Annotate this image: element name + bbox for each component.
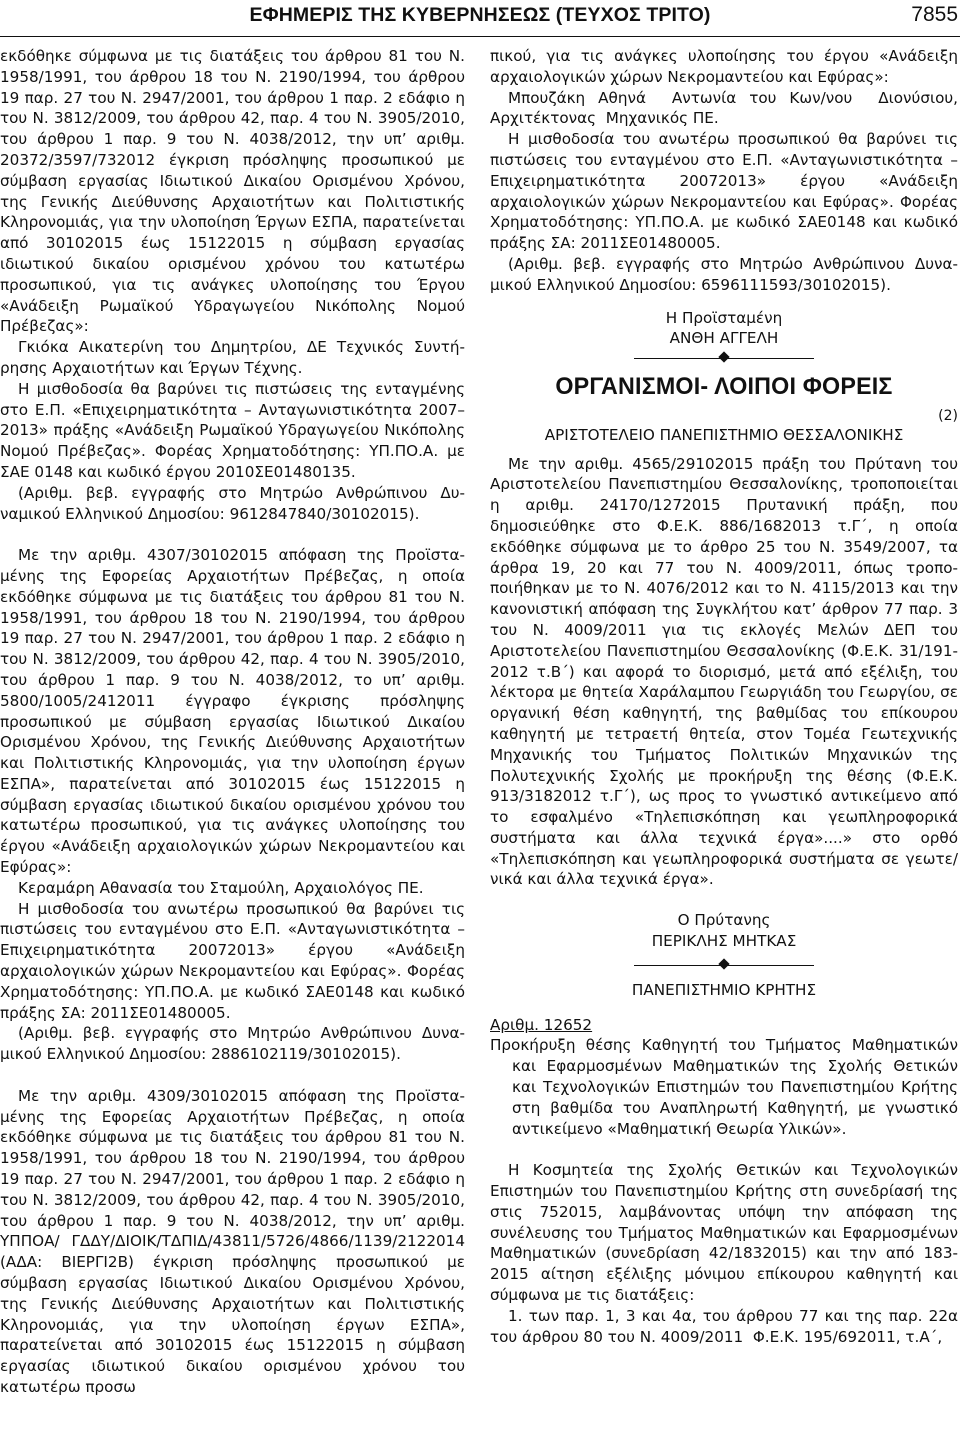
paragraph: Η μισθοδοσία του ανωτέρω προσωπικού θα βαρύνει τις πιστώσεις του ενταγμένου στο Ε.Π. «Ανταγωνιστικότητα – Επιχειρηματικότητα 20072013» έργου «Ανάδειξη αρχαιολογικών χώρων Νεκρομαντείου και Εφύρας». Φορέας Χρηματοδότησης: ΥΠ.ΠΟ.Α. με κωδικό ΣΑΕ0148 και κωδικό πράξης ΣΑ: 2011ΣΕ01480005. <box>490 130 958 253</box>
item-number: (2) <box>938 407 958 424</box>
paragraph: Με την αριθμ. 4309/30102015 απόφαση της Προϊσταμένης της Εφορείας Αρχαιοτήτων Πρέβεζας, η οποία εκδόθηκε σύμφωνα με τις διατάξεις του άρθρου 81 του Ν. 1958/1991, του άρθρου 18 του Ν. 2190/1994, του άρθρου 19 παρ. 27 του Ν. 2947/2001, του άρθρου 1 παρ. 2 εδάφιο η του Ν. 3812/2009, του άρθρου 42, παρ. 4 του Ν. 3905/2010, του άρθρου 1 παρ. 9 του Ν. 4038/2012, την υπ’ αριθμ. ΥΠΠΟΑ/ ΓΔΔΥ/ΔΙΟΙΚ/ΤΔΠΙΔ/43811/5726/4866/1139/2122014 (ΑΔΑ: ΒΙΕΡΓΙ2Β) έγκριση πρόσληψης προσωπικού με σύμβαση εργασίας Ιδιωτικού Δικαίου Ορισμένου Χρόνου, της Γενικής Διεύθυνσης Αρχαιοτήτων και Πολιτιστικής Κληρονομιάς, για την υλοποίηση έργων ΕΣΠΑ», παρατείνεται από 30102015 έως 15122015 η σύμβαση εργασίας ιδιωτικού δικαίου ορισμένου χρόνου του κατωτέρω προσω <box>0 1086 465 1396</box>
paragraph: (Αριθμ. βεβ. εγγραφής στο Μητρώο Ανθρώπινου Δυναμικού Ελληνικού Δημοσίου: 9612847840/30102015). <box>0 483 465 523</box>
gazette-title: ΕΦΗΜΕΡΙΣ ΤΗΣ ΚΥΒΕΡΝΗΣΕΩΣ (ΤΕΥΧΟΣ ΤΡΙΤΟ) <box>249 4 711 26</box>
paragraph: Η μισθοδοσία θα βαρύνει τις πιστώσεις της ενταγμένης στο Ε.Π. «Επιχειρηματικότητα – Ανταγωνιστικότητα 2007–2013» πράξης «Ανάδειξη Ρωμαϊκού Υδραγωγείου Νικόπολης Νομού Πρέβεζας». Φορέας Χρηματοδότησης: ΥΠ.ΠΟ.Α. με ΣΑΕ 0148 και κωδικό έργου 2010ΣΕ01480135. <box>0 379 465 481</box>
paragraph: Κεραμάρη Αθανασία του Σταμούλη, Αρχαιολόγος ΠΕ. <box>18 878 424 897</box>
page-header <box>0 0 960 37</box>
paragraph: 1. των παρ. 1, 3 και 4α, του άρθρου 77 και της παρ. 22α του άρθρου 80 του Ν. 4009/2011 Φ.Ε.Κ. 195/692011, τ.Α΄, <box>490 1306 958 1346</box>
signature-name: ΑΝΘΗ ΑΓΓΕΛΗ <box>669 329 779 348</box>
paragraph: (Αριθμ. βεβ. εγγραφής στο Μητρώο Ανθρώπινου Δυναμικού Ελληνικού Δημοσίου: 6596111593/30102015). <box>490 254 958 294</box>
paragraph: εκδόθηκε σύμφωνα με τις διατάξεις του άρθρου 81 του Ν. 1958/1991, του άρθρου 18 του Ν. 2190/1994, του άρθρου 19 παρ. 27 του Ν. 2947/2001, του άρθρου 1 παρ. 2 εδάφιο η του Ν. 3812/2009, του άρθρου 42, παρ. 4 του Ν. 3905/2010, του άρθρου 1 παρ. 9 του Ν. 4038/2012, την υπ’ αριθμ. 20372/3597/732012 έγκριση πρόσληψης προσωπικού με σύμβαση εργασίας Ιδιωτικού Δικαίου Ορισμένου Χρόνου, της Γενικής Διεύθυνσης Αρχαιοτήτων και Πολιτιστικής Κληρονομιάς, για την υλοποίηση Έργων ΕΣΠΑ, παρατείνεται από 30102015 έως 15122015 η σύμβαση εργασίας ιδιωτικού δικαίου ορισμένου χρόνου του κατωτέρω προσωπικού, για τις ανάγκες υλοποίησης του Έργου «Ανάδειξη Ρωμαϊκού Υδραγωγείου Νικόπολης Νομού Πρέβεζας»: <box>0 47 465 336</box>
separator <box>634 960 814 970</box>
signature-role: Ο Πρύτανης <box>677 911 771 930</box>
paragraph: πικού, για τις ανάγκες υλοποίησης του έργου «Ανάδειξη αρχαιολογικών χώρων Νεκρομαντείου και Εφύρας»: <box>490 47 958 86</box>
reference-number <box>490 1015 958 1036</box>
page-number: 7855 <box>911 3 958 26</box>
right-column <box>490 46 958 1426</box>
organization-title: ΑΡΙΣΤΟΤΕΛΕΙΟ ΠΑΝΕΠΙΣΤΗΜΙΟ ΘΕΣΣΑΛΟΝΙΚΗΣ <box>544 425 904 444</box>
section-heading: ΟΡΓΑΝΙΣΜΟΙ- ΛΟΙΠΟΙ ΦΟΡΕΙΣ <box>555 373 893 401</box>
reference-subject: Προκήρυξη θέσης Καθηγητή του Τμήματος Μαθηματικών και Εφαρμοσμένων Μαθηματικών της Σχολής Θετικών και Τεχνολογικών Επιστημών του Πανεπιστημίου Κρήτης στη βαθμίδα του Αναπληρωτή Καθηγητή, με γνωστικό αντικείμενο «Μαθηματική Θεωρία Υλικών». <box>490 1036 958 1138</box>
separator <box>634 353 814 363</box>
diamond-icon <box>718 958 729 969</box>
signature-name: ΠΕΡΙΚΛΗΣ ΜΗΤΚΑΣ <box>651 932 797 951</box>
paragraph: Μπουζάκη Αθηνά Αντωνία του Κων/νου Διονύσιου, Αρχιτέκτονας Μηχανικός ΠΕ. <box>490 88 958 128</box>
left-column <box>0 46 465 1426</box>
paragraph: Γκιόκα Αικατερίνη του Δημητρίου, ΔΕ Τεχνικός Συντήρησης Αρχαιοτήτων και Έργων Τέχνης. <box>0 338 465 377</box>
paragraph: Με την αριθμ. 4565/29102015 πράξη του Πρύτανη του Αριστοτελείου Πανεπιστημίου Θεσσαλονίκης, τροποποιείται η αριθμ. 24170/1272015 Πρυτανική πράξη, που δημοσιεύθηκε στο Φ.Ε.Κ. 886/1682013 τ.Γ΄, η οποία εκδόθηκε σύμφωνα με το άρθρο 25 του Ν. 3549/2007, τα άρθρα 19, 20 και 77 του Ν. 4009/2011, όπως τροποποιήθηκαν με το Ν. 4076/2012 και το Ν. 4115/2013 και την κανονιστική απόφαση της Συγκλήτου κατ’ άρθρον 77 παρ. 3 του Ν. 4009/2011 για τις εκλογές Μελών ΔΕΠ του Αριστοτελείου Πανεπιστημίου Θεσσαλονίκης (Φ.Ε.Κ. 31/1912012 τ.Β΄) και αφορά το διορισμό, μετά από εξέλιξη, του λέκτορα με θητεία Χαράλαμπου Γεωργιάδη του Γεωργίου, σε οργανική θέση καθηγητή, της βαθμίδας του επίκουρου καθηγητή με τετραετή θητεία, στον Τομέα Γεωτεχνικής Μηχανικής του Τμήματος Πολιτικών Μηχανικών της Πολυτεχνικής Σχολής με προκήρυξη της θέσης (Φ.Ε.Κ. 913/3182012 τ.Γ΄), ως προς το γνωστικό αντικείμενο από το εσφαλμένο «Τηλεπισκόπηση και γεωπληροφορικά συστήματα και άλλα τεχνικά έργα»....» στο ορθό «Τηλεπισκόπηση και γεωπληροφορικά συστήματα σε γεωτε/νικά και άλλα τεχνικά έργα». <box>490 454 958 889</box>
signature-role: Η Προϊσταμένη <box>665 308 783 327</box>
paragraph: Η μισθοδοσία του ανωτέρω προσωπικού θα βαρύνει τις πιστώσεις του ενταγμένου στο Ε.Π. «Ανταγωνιστικότητα – Επιχειρηματικότητα 20072013» έργου «Ανάδειξη αρχαιολογικών χώρων Νεκρομαντείου και Εφύρας». Φορέας Χρηματοδότησης: ΥΠ.ΠΟ.Α. με κωδικό ΣΑΕ0148 και κωδικό πράξης ΣΑ: 2011ΣΕ01480005. <box>0 899 465 1022</box>
reference-label: Αριθμ. 12652 <box>490 1015 593 1034</box>
organization-title: ΠΑΝΕΠΙΣΤΗΜΙΟ ΚΡΗΤΗΣ <box>631 980 817 999</box>
diamond-icon <box>718 351 729 362</box>
paragraph: Με την αριθμ. 4307/30102015 απόφαση της Προϊσταμένης της Εφορείας Αρχαιοτήτων Πρέβεζας, η οποία εκδόθηκε σύμφωνα με τις διατάξεις του άρθρου 81 του Ν. 1958/1991, του άρθρου 18 του Ν. 2190/1994, του άρθρου 19 παρ. 27 του Ν. 2947/2001, του άρθρου 1 παρ. 2 εδάφιο η του Ν. 3812/2009, του άρθρου 42, παρ. 4 του Ν. 3905/2010, του άρθρου 1 παρ. 9 του Ν. 4038/2012, το υπ’ αριθμ. 5800/1005/2412011 έγγραφο έγκρισης πρόσληψης προσωπικού με σύμβαση εργασίας Ιδιωτικού Δικαίου Ορισμένου Χρόνου, της Γενικής Διεύθυνσης Αρχαιοτήτων και Πολιτιστικής Κληρονομιάς, για την υλοποίηση έργων ΕΣΠΑ», παρατείνεται από 30102015 έως 15122015 η σύμβαση εργασίας ιδιωτικού δικαίου ορισμένου χρόνου του κατωτέρω προσωπικού, για τις ανάγκες υλοποίησης του έργου «Ανάδειξη αρχαιολογικών χώρων Νεκρομαντείου και Εφύρας»: <box>0 546 465 877</box>
paragraph: (Αριθμ. βεβ. εγγραφής στο Μητρώο Ανθρώπινου Δυναμικού Ελληνικού Δημοσίου: 2886102119/30102015). <box>0 1024 465 1064</box>
paragraph: Η Κοσμητεία της Σχολής Θετικών και Τεχνολογικών Επιστημών του Πανεπιστημίου Κρήτης στη συνεδρίασή της στις 752015, λαμβάνοντας υπόψη την απόφαση της συνέλευσης του Τμήματος Μαθηματικών και Εφαρμοσμένων Μαθηματικών (συνεδρίαση 42/1832015) και την από 1832015 αίτηση εξέλιξης μόνιμου επίκουρου καθηγητή και σύμφωνα με τις διατάξεις: <box>490 1161 958 1305</box>
